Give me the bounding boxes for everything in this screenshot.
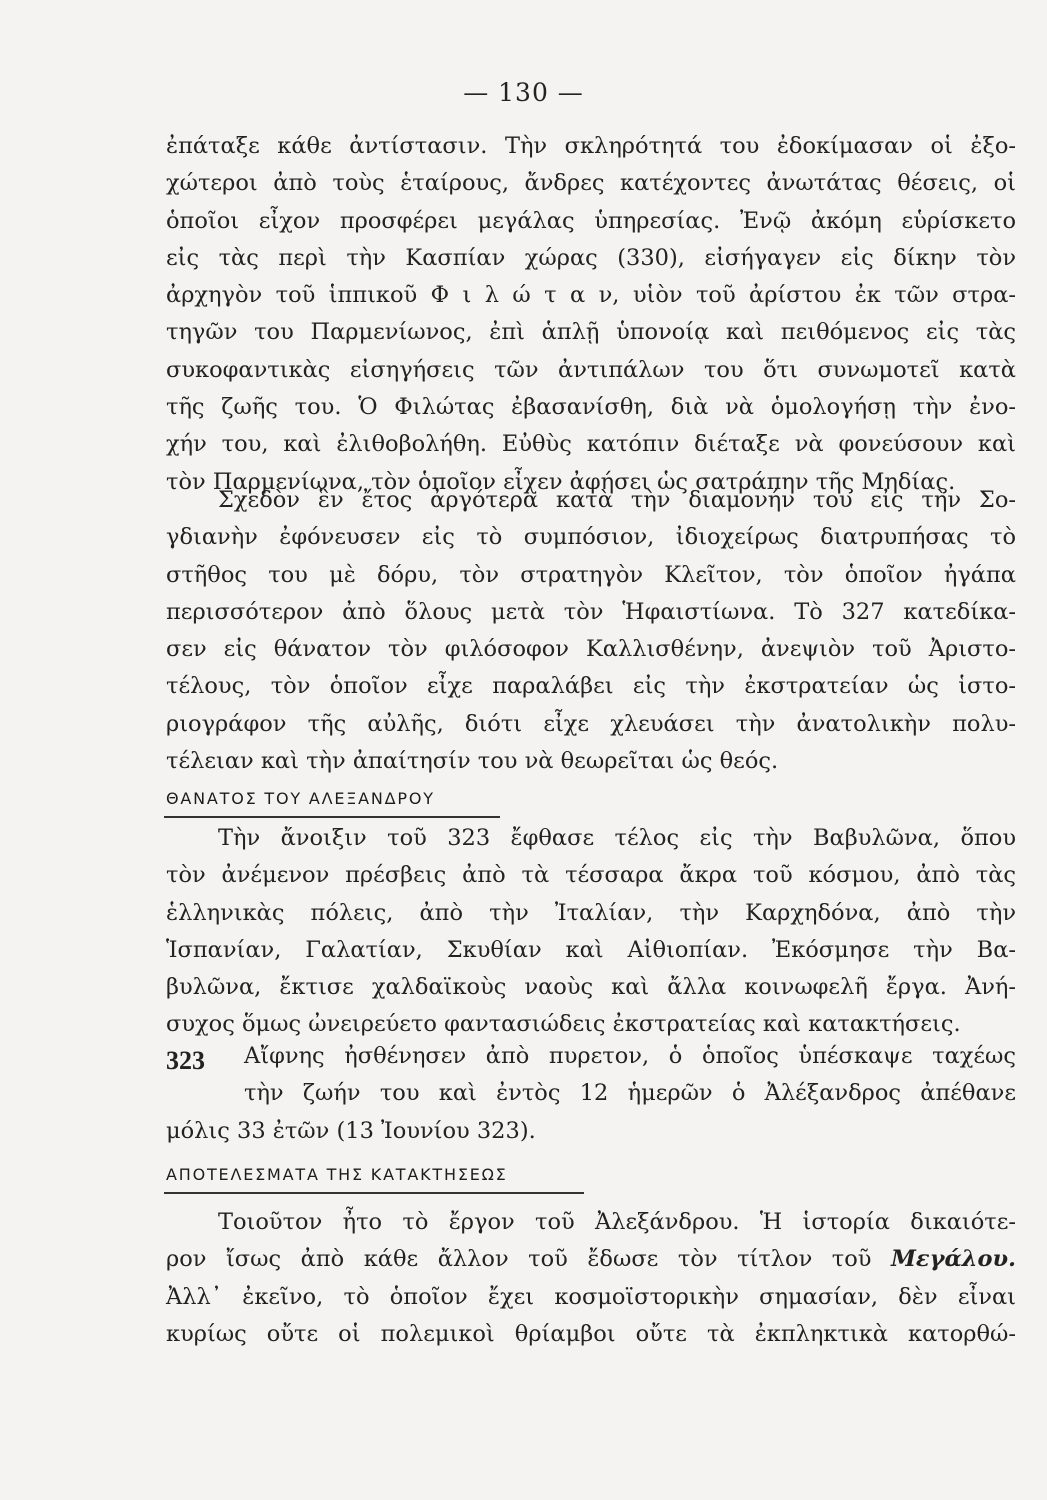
text-line: στῆθος του μὲ δόρυ, τὸν στρατηγὸν Κλεῖτον, τὸν ὁποῖον ἠγάπα bbox=[166, 561, 1016, 588]
margin-year-note: 323 bbox=[166, 1046, 205, 1075]
heading-underline bbox=[164, 1192, 584, 1194]
section-heading-results: ΑΠΟΤΕΛΕΣΜΑΤΑ ΤΗΣ ΚΑΤΑΚΤΗΣΕΩΣ bbox=[166, 1165, 508, 1184]
text-line: τὸν Παρμενίωνα, τὸν ὁποῖον εἶχεν ἀφήσει ὡς σατράπην τῆς Μηδίας. bbox=[166, 468, 956, 495]
text-line: ὁποῖοι εἶχον προσφέρει μεγάλας ὑπηρεσίας. Ἐνῷ ἀκόμη εὑρίσκετο bbox=[166, 207, 1016, 234]
emphasized-title: Μεγάλου. bbox=[891, 1246, 1016, 1273]
text-line: ριογράφον τῆς αὐλῆς, διότι εἶχε χλευάσει τὴν ἀνατολικὴν πολυ- bbox=[166, 710, 1016, 737]
text-line: τέλειαν καὶ τὴν ἀπαίτησίν του νὰ θεωρεῖται ὡς θεός. bbox=[166, 748, 779, 775]
text-line: χώτεροι ἀπὸ τοὺς ἑταίρους, ἄνδρες κατέχοντες ἀνωτάτας θέσεις, οἱ bbox=[166, 170, 1016, 197]
page-number: — 130 — bbox=[463, 78, 584, 107]
text-line: Τὴν ἄνοιξιν τοῦ 323 ἔφθασε τέλος εἰς τὴν Βαβυλῶνα, ὅπου bbox=[218, 825, 1016, 851]
text-line: τὴν ζωήν του καὶ ἐντὸς 12 ἡμερῶν ὁ Ἀλέξανδρος ἀπέθανε bbox=[244, 1080, 1016, 1107]
text-line: τῆς ζωῆς του. Ὁ Φιλώτας ἐβασανίσθη, διὰ νὰ ὁμολογήσῃ τὴν ἐνο- bbox=[166, 394, 1016, 421]
text-line: ἀρχηγὸν τοῦ ἱππικοῦ Φ ι λ ώ τ α ν, υἱὸν τοῦ ἀρίστου ἐκ τῶν στρα- bbox=[166, 282, 1016, 309]
text-line: τὸν ἀνέμενον πρέσβεις ἀπὸ τὰ τέσσαρα ἄκρα τοῦ κόσμου, ἀπὸ τὰς bbox=[166, 862, 1016, 889]
text-line: Σχεδὸν ἓν ἔτος ἀργότερα κατὰ τὴν διαμονήν του εἰς τὴν Σο- bbox=[218, 487, 1016, 513]
text-line: συκοφαντικὰς εἰσηγήσεις τῶν ἀντιπάλων του ὅτι συνωμοτεῖ κατὰ bbox=[166, 356, 1016, 383]
text-line: Ἀλλ᾽ ἐκεῖνο, τὸ ὁποῖον ἔχει κοσμοϊστορικὴν σημασίαν, δὲν εἶναι bbox=[166, 1283, 1016, 1310]
heading-underline bbox=[164, 816, 500, 818]
paragraph-philotas bbox=[166, 128, 1016, 501]
text-line: γδιανὴν ἐφόνευσεν εἰς τὸ συμπόσιον, ἰδιοχείρως διατρυπήσας τὸ bbox=[166, 524, 1016, 551]
text-line: χήν του, καὶ ἐλιθοβολήθη. Εὐθὺς κατόπιν διέταξε νὰ φονεύσουν καὶ bbox=[166, 431, 1016, 458]
text-line: τέλους, τὸν ὁποῖον εἶχε παραλάβει εἰς τὴν ἐκστρατείαν ὡς ἱστο- bbox=[166, 673, 1016, 700]
text-line: Ἱσπανίαν, Γαλατίαν, Σκυθίαν καὶ Αἰθιοπίαν. Ἐκόσμησε τὴν Βα- bbox=[166, 936, 1016, 963]
text-line: βυλῶνα, ἔκτισε χαλδαϊκοὺς ναοὺς καὶ ἄλλα κοινωφελῆ ἔργα. Ἀνή- bbox=[166, 974, 1016, 1001]
section-heading-death: ΘΑΝΑΤΟΣ ΤΟΥ ΑΛΕΞΑΝΔΡΟΥ bbox=[166, 789, 435, 808]
text-line: κυρίως οὔτε οἱ πολεμικοὶ θρίαμβοι οὔτε τὰ ἐκπληκτικὰ κατορθώ- bbox=[166, 1320, 1016, 1347]
text-line: μόλις 33 ἐτῶν (13 Ἰουνίου 323). bbox=[166, 1117, 536, 1144]
text-line bbox=[166, 1241, 1016, 1278]
paragraph-kleitos bbox=[166, 482, 1016, 780]
text-span: ρον ἴσως ἀπὸ κάθε ἄλλον τοῦ ἔδωσε τὸν τίτλον τοῦ bbox=[166, 1246, 872, 1273]
text-line: τηγῶν του Παρμενίωνος, ἐπὶ ἁπλῇ ὑπονοίᾳ καὶ πειθόμενος εἰς τὰς bbox=[166, 319, 1016, 346]
text-line: εἰς τὰς περὶ τὴν Κασπίαν χώρας (330), εἰσήγαγεν εἰς δίκην τὸν bbox=[166, 244, 1016, 271]
text-line: σεν εἰς θάνατον τὸν φιλόσοφον Καλλισθένην, ἀνεψιὸν τοῦ Ἀριστο- bbox=[166, 636, 1016, 663]
text-line: ἐπάταξε κάθε ἀντίστασιν. Τὴν σκληρότητά του ἐδοκίμασαν οἱ ἐξο- bbox=[166, 133, 1016, 159]
text-line: ἑλληνικὰς πόλεις, ἀπὸ τὴν Ἰταλίαν, τὴν Καρχηδόνα, ἀπὸ τὴν bbox=[166, 899, 1016, 926]
text-line: περισσότερον ἀπὸ ὅλους μετὰ τὸν Ἡφαιστίωνα. Τὸ 327 κατεδίκα- bbox=[166, 598, 1016, 625]
text-line: Τοιοῦτον ἦτο τὸ ἔργον τοῦ Ἀλεξάνδρου. Ἡ ἱστορία δικαιότε- bbox=[218, 1209, 1016, 1235]
paragraph-results bbox=[166, 1204, 1016, 1353]
paragraph-death bbox=[166, 1038, 1016, 1150]
text-line: συχος ὅμως ὠνειρεύετο φαντασιώδεις ἐκστρατείας καὶ κατακτήσεις. bbox=[166, 1011, 961, 1038]
paragraph-babylon bbox=[166, 820, 1016, 1044]
text-line: Αἴφνης ἠσθένησεν ἀπὸ πυρετον, ὁ ὁποῖος ὑπέσκαψε ταχέως bbox=[244, 1043, 1016, 1069]
